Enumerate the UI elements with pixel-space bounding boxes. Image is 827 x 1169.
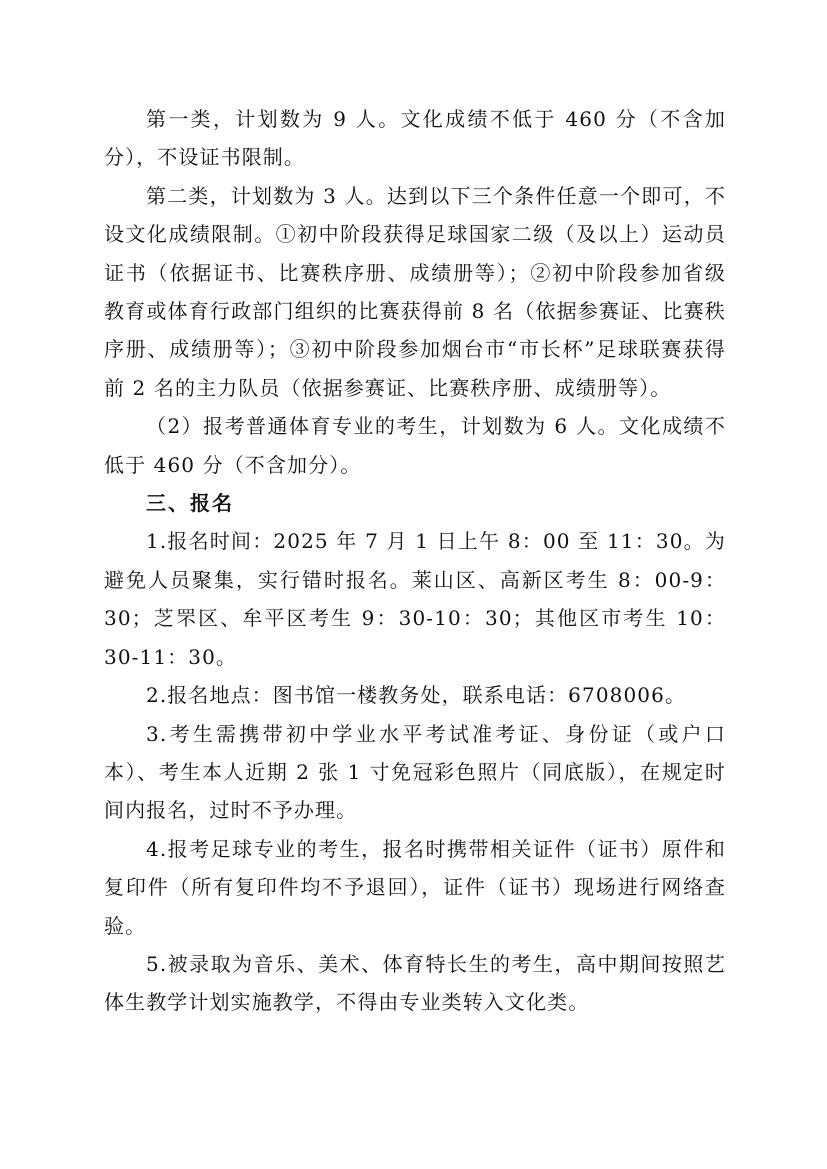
section-heading-registration: 三、报名: [146, 491, 234, 516]
paragraph-football-certificates: 4.报考足球专业的考生，报名时携带相关证件（证书）原件和复印件（所有复印件均不予退回），证件（证书）现场进行网络查验。: [104, 836, 726, 938]
paragraph-registration-time: 1.报名时间：2025 年 7 月 1 日上午 8：00 至 11：30。为避免人员聚集，实行错时报名。莱山区、高新区考生 8：00-9：30；芝罘区、牟平区考生 9：30-10：30；其他区市考生 10：30-11：30。: [104, 529, 726, 669]
document-body: [104, 100, 726, 1022]
paragraph-required-documents: 3.考生需携带初中学业水平考试准考证、身份证（或户口本）、考生本人近期 2 张 1 寸免冠彩色照片（同底版），在规定时间内报名，过时不予办理。: [104, 721, 726, 823]
paragraph-category-one: 第一类，计划数为 9 人。文化成绩不低于 460 分（不含加分），不设证书限制。: [104, 107, 726, 170]
paragraph-general-sports: （2）报考普通体育专业的考生，计划数为 6 人。文化成绩不低于 460 分（不含加分）。: [104, 414, 726, 477]
paragraph-registration-location: 2.报名地点：图书馆一楼教务处，联系电话：6708006。: [146, 683, 687, 708]
paragraph-category-two: 第二类，计划数为 3 人。达到以下三个条件任意一个即可，不设文化成绩限制。①初中阶段获得足球国家二级（及以上）运动员证书（依据证书、比赛秩序册、成绩册等）；②初中阶段参加省级教育或体育行政部门组织的比赛获得前 8 名（依据参赛证、比赛秩序册、成绩册等）；③初中阶段参加烟台市“市长杯”足球联赛获得前 2 名的主力队员（依据参赛证、比赛秩序册、成绩册等）。: [104, 183, 726, 400]
paragraph-admission-note: 5.被录取为音乐、美术、体育特长生的考生，高中期间按照艺体生教学计划实施教学，不得由专业类转入文化类。: [104, 951, 726, 1015]
